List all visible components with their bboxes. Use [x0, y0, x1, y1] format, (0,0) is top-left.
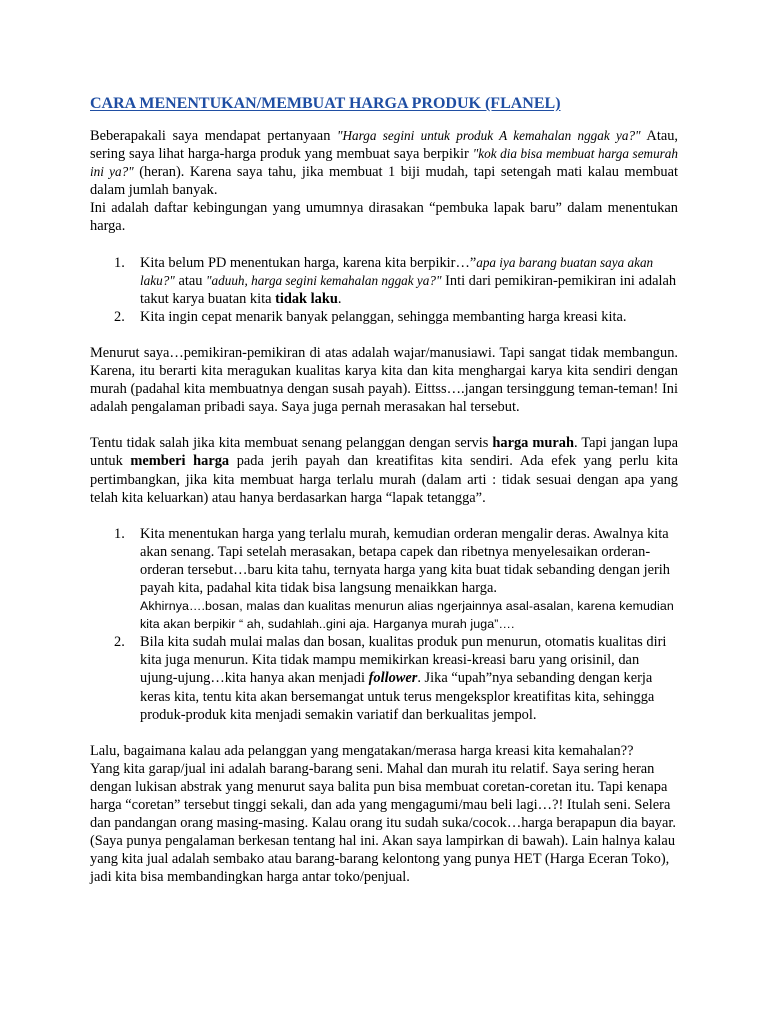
intro-text-3: (heran). Karena saya tahu, jika membuat 1 biji mudah, tapi setengah mati kalau membuat dalam jumlah banyak. [90, 164, 678, 199]
list-number: 1. [114, 525, 125, 542]
list-number: 1. [114, 254, 125, 271]
list-text: Inti dari pemikiran-pemikiran ini adalah takut karya buatan kita [140, 272, 677, 307]
bold-text: harga murah [492, 435, 574, 452]
spacer [90, 507, 678, 525]
paragraph-text: Tentu tidak salah jika kita membuat senang pelanggan dengan servis [90, 435, 493, 452]
document-title: CARA MENENTUKAN/MEMBUAT HARGA PRODUK (FLANEL) [90, 95, 561, 112]
list-item [114, 308, 678, 326]
effects-list [90, 525, 678, 724]
paragraph-text: . Tapi jangan lupa untuk [90, 435, 678, 470]
list-text: Kita ingin cepat menarik banyak pelanggan, sehingga membanting harga kreasi kita. [140, 308, 627, 325]
intro-paragraph [90, 127, 678, 199]
closing-paragraph: Yang kita garap/jual ini adalah barang-barang seni. Mahal dan murah itu relatif. Saya sering heran dengan lukisan abstrak yang menurut saya balita pun bisa membuat coretan-coretan itu. Tapi kenapa harga “coretan” tersebut tinggi sekali, dan ada yang mengagumi/mau beli lagi…?! Itulah seni. Selera dan pandangan orang masing-masing. Kalau orang itu sudah suka/cocok…harga berapapun dia bayar. (Saya punya pengalaman berkesan tentang hal ini. Akan saya lampirkan di bawah). Lain halnya kalau yang kita jual adalah sembako atau barang-barang kelontong yang punya HET (Harga Eceran Toko), jadi kita bisa membandingkan harga antar toko/penjual. [90, 760, 676, 886]
spacer [90, 416, 678, 434]
intro-text-2: Atau, sering saya lihat harga-harga produk yang membuat saya berpikir [90, 128, 679, 163]
list-quote: apa iya barang buatan saya akan laku?" [140, 254, 654, 288]
list-quote: "aduuh, harga segini kemahalan nggak ya?" [206, 272, 442, 288]
intro-quote-1: "Harga segini untuk produk A kemahalan nggak ya?" [337, 128, 641, 143]
bold-italic-text: follower [368, 670, 418, 687]
list-text: Bila kita sudah mulai malas dan bosan, kualitas produk pun menurun, otomatis kualitas diri kita juga menurun. Kita tidak mampu memikirkan kreasi-kreasi baru yang orisinil, dan ujung-ujung…kita hanya akan menjadi [140, 634, 667, 687]
list-text: atau [174, 272, 207, 289]
list-item [114, 633, 678, 723]
list-text: Akhirnya….bosan, malas dan kualitas menurun alias ngerjainnya asal-asalan, karena kemudian kita akan berpikir “ ah, sudahlah..gini aja. Harganya murah juga”…. [140, 599, 674, 632]
list-bold-text: tidak laku [275, 290, 338, 307]
intro-text-1: Beberapakali saya mendapat pertanyaan [90, 128, 337, 144]
list-item [114, 254, 678, 308]
list-text: . [337, 290, 342, 307]
bold-text: memberi harga [130, 453, 230, 470]
spacer [90, 326, 678, 344]
closing-paragraph-line: Lalu, bagaimana kalau ada pelanggan yang mengatakan/merasa harga kreasi kita kemahalan?? [90, 742, 634, 759]
list-text: Kita belum PD menentukan harga, karena kita berpikir [140, 254, 456, 271]
list-text: …” [455, 254, 477, 271]
document-body [90, 127, 678, 886]
list-text: . Jika “upah”nya sebanding dengan kerja keras kita, tentu kita akan bersemangat untuk terus mengeksplor kreatifitas kita, sehingga produk-produk kita menjadi semakin variatif dan berkualitas jempol. [140, 670, 655, 723]
spacer [90, 236, 678, 254]
confusion-list [90, 254, 678, 326]
paragraph-text: pada jerih payah dan kreatifitas kita sendiri. Ada efek yang perlu kita pertimbangkan, jika kita membuat harga terlalu murah (dalam arti : tidak sesuai dengan apa yang telah kita keluarkan) atau hanya berdasarkan harga “lapak tetangga”. [90, 453, 678, 506]
list-text: Kita menentukan harga yang terlalu murah, kemudian orderan mengalir deras. Awalnya kita akan senang. Tapi setelah merasakan, betapa capek dan ribetnya menyelesaikan orderan-orderan tersebut…baru kita tahu, ternyata harga yang kita buat tidak sebanding dengan jerih payah kita, padahal kita tidak bisa langsung menaikkan harga. [140, 525, 671, 596]
opinion-paragraph: Menurut saya…pemikiran-pemikiran di atas adalah wajar/manusiawi. Tapi sangat tidak membangun. Karena, itu berarti kita meragukan kualitas karya kita dan kita menghargai karya kita sendiri dengan murah (padahal kita membuatnya dengan susah payah). Eittss….jangan tersinggung teman-teman! Ini adalah pengalaman pribadi saya. Saya juga pernah merasakan hal tersebut. [90, 344, 678, 416]
spacer [90, 724, 678, 742]
intro-paragraph-2: Ini adalah daftar kebingungan yang umumnya dirasakan “pembuka lapak baru” dalam menentukan harga. [90, 200, 678, 235]
list-item [114, 525, 678, 634]
pricing-paragraph [90, 434, 678, 506]
list-number: 2. [114, 634, 125, 651]
list-number: 2. [114, 308, 125, 325]
intro-quote-2: "kok dia bisa membuat harga semurah ini ya?" [90, 146, 678, 180]
